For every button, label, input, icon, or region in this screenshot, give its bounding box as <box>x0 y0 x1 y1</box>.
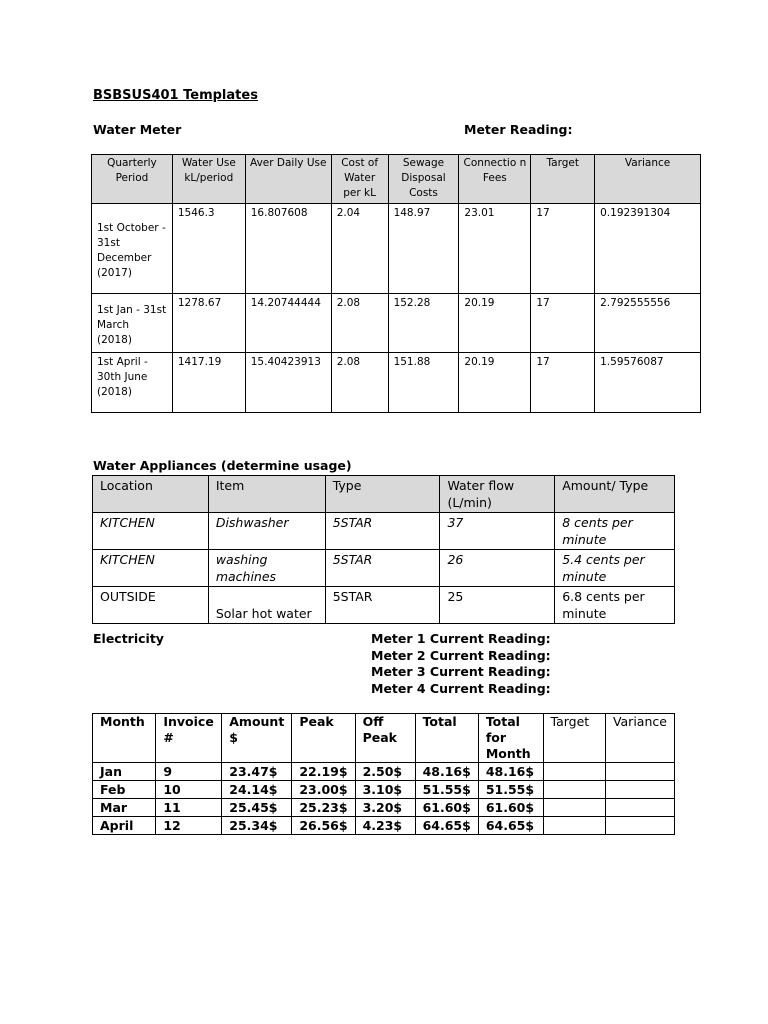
off-peak-cell: 3.10$ <box>355 781 415 799</box>
flow-cell: 26 <box>440 550 555 587</box>
aver-daily-cell: 16.807608 <box>245 204 331 294</box>
connection-cell: 20.19 <box>459 294 531 353</box>
col-header-amount-type: Amount/ Type <box>555 476 675 513</box>
variance-cell <box>605 799 674 817</box>
col-header-amount: Amount $ <box>222 714 292 763</box>
electricity-header-row <box>93 714 675 763</box>
target-cell: 17 <box>531 294 595 353</box>
water-meter-table <box>91 154 701 413</box>
cost-per-kl-cell: 2.04 <box>331 204 388 294</box>
target-cell <box>543 781 605 799</box>
amount-cell: 8 cents per minute <box>555 513 675 550</box>
aver-daily-cell: 15.40423913 <box>245 353 331 413</box>
table-row <box>93 781 675 799</box>
amount-cell: 23.47$ <box>222 763 292 781</box>
total-cell: 51.55$ <box>415 781 478 799</box>
location-cell: OUTSIDE <box>93 587 209 624</box>
meter-4-reading-label: Meter 4 Current Reading: <box>371 680 551 696</box>
meter-3-reading-label: Meter 3 Current Reading: <box>371 664 551 679</box>
type-cell: 5STAR <box>325 513 440 550</box>
appliances-header-row <box>93 476 675 513</box>
variance-cell <box>605 817 674 835</box>
col-header-cost-of-water: Cost of Water per kL <box>331 155 388 204</box>
variance-cell: 2.792555556 <box>595 294 701 353</box>
table-row <box>93 513 675 550</box>
target-cell <box>543 799 605 817</box>
total-month-cell: 51.55$ <box>478 781 543 799</box>
document-title: BSBSUS401 Templates <box>93 88 258 103</box>
invoice-cell: 11 <box>156 799 222 817</box>
off-peak-cell: 3.20$ <box>355 799 415 817</box>
total-month-cell: 61.60$ <box>478 799 543 817</box>
water-meter-heading: Water Meter <box>93 122 182 137</box>
cost-per-kl-cell: 2.08 <box>331 294 388 353</box>
item-cell: Solar hot water <box>208 587 325 624</box>
amount-cell: 5.4 cents per minute <box>555 550 675 587</box>
location-cell: KITCHEN <box>93 550 209 587</box>
meter-reading-label: Meter Reading: <box>464 122 573 137</box>
invoice-cell: 9 <box>156 763 222 781</box>
peak-cell: 23.00$ <box>292 781 355 799</box>
type-cell: 5STAR <box>325 587 440 624</box>
col-header-water-flow: Water flow (L/min) <box>440 476 555 513</box>
peak-cell: 26.56$ <box>292 817 355 835</box>
target-cell <box>543 763 605 781</box>
col-header-off-peak: Off Peak <box>355 714 415 763</box>
flow-cell: 25 <box>440 587 555 624</box>
meter-1-reading-label: Meter 1 Current Reading: <box>371 631 551 646</box>
appliances-table <box>92 475 675 624</box>
col-header-target: Target <box>531 155 595 204</box>
amount-cell: 24.14$ <box>222 781 292 799</box>
target-cell: 17 <box>531 353 595 413</box>
water-use-cell: 1546.3 <box>172 204 245 294</box>
appliances-heading: Water Appliances (determine usage) <box>93 458 352 473</box>
water-use-cell: 1278.67 <box>172 294 245 353</box>
target-cell: 17 <box>531 204 595 294</box>
item-cell: washing machines <box>208 550 325 587</box>
table-row <box>92 353 701 413</box>
sewage-cell: 152.28 <box>388 294 459 353</box>
meter-2-reading-label: Meter 2 Current Reading: <box>371 647 551 663</box>
total-month-cell: 48.16$ <box>478 763 543 781</box>
table-row <box>93 587 675 624</box>
location-cell: KITCHEN <box>93 513 209 550</box>
col-header-invoice: Invoice # <box>156 714 222 763</box>
electricity-table <box>92 713 675 835</box>
connection-cell: 20.19 <box>459 353 531 413</box>
table-row <box>93 799 675 817</box>
water-meter-header-row <box>92 155 701 204</box>
variance-cell <box>605 763 674 781</box>
total-cell: 48.16$ <box>415 763 478 781</box>
connection-cell: 23.01 <box>459 204 531 294</box>
col-header-month: Month <box>93 714 156 763</box>
sewage-cell: 148.97 <box>388 204 459 294</box>
col-header-total: Total <box>415 714 478 763</box>
period-cell: 1st October - 31st December (2017) <box>92 204 173 294</box>
amount-cell: 25.45$ <box>222 799 292 817</box>
month-cell: Jan <box>93 763 156 781</box>
col-header-sewage-disposal: Sewage Disposal Costs <box>388 155 459 204</box>
variance-cell <box>605 781 674 799</box>
off-peak-cell: 2.50$ <box>355 763 415 781</box>
off-peak-cell: 4.23$ <box>355 817 415 835</box>
variance-cell: 0.192391304 <box>595 204 701 294</box>
target-cell <box>543 817 605 835</box>
aver-daily-cell: 14.20744444 <box>245 294 331 353</box>
meter-readings <box>371 631 551 697</box>
total-cell: 64.65$ <box>415 817 478 835</box>
col-header-item: Item <box>208 476 325 513</box>
peak-cell: 25.23$ <box>292 799 355 817</box>
total-cell: 61.60$ <box>415 799 478 817</box>
month-cell: April <box>93 817 156 835</box>
table-row <box>93 550 675 587</box>
col-header-aver-daily-use: Aver Daily Use <box>245 155 331 204</box>
col-header-total-for-month: Total for Month <box>478 714 543 763</box>
col-header-target: Target <box>543 714 605 763</box>
water-use-cell: 1417.19 <box>172 353 245 413</box>
col-header-type: Type <box>325 476 440 513</box>
table-row <box>93 817 675 835</box>
invoice-cell: 10 <box>156 781 222 799</box>
table-row <box>93 763 675 781</box>
total-month-cell: 64.65$ <box>478 817 543 835</box>
invoice-cell: 12 <box>156 817 222 835</box>
amount-cell: 6.8 cents per minute <box>555 587 675 624</box>
period-cell: 1st Jan - 31st March (2018) <box>92 294 173 353</box>
col-header-location: Location <box>93 476 209 513</box>
col-header-connection-fees: Connectio n Fees <box>459 155 531 204</box>
col-header-peak: Peak <box>292 714 355 763</box>
item-cell: Dishwasher <box>208 513 325 550</box>
type-cell: 5STAR <box>325 550 440 587</box>
period-cell: 1st April - 30th June (2018) <box>92 353 173 413</box>
flow-cell: 37 <box>440 513 555 550</box>
col-header-variance: Variance <box>605 714 674 763</box>
table-row <box>92 204 701 294</box>
peak-cell: 22.19$ <box>292 763 355 781</box>
col-header-quarterly-period: Quarterly Period <box>92 155 173 204</box>
month-cell: Mar <box>93 799 156 817</box>
month-cell: Feb <box>93 781 156 799</box>
amount-cell: 25.34$ <box>222 817 292 835</box>
cost-per-kl-cell: 2.08 <box>331 353 388 413</box>
sewage-cell: 151.88 <box>388 353 459 413</box>
table-row <box>92 294 701 353</box>
variance-cell: 1.59576087 <box>595 353 701 413</box>
col-header-variance: Variance <box>595 155 701 204</box>
col-header-water-use: Water Use kL/period <box>172 155 245 204</box>
electricity-heading: Electricity <box>93 631 164 646</box>
